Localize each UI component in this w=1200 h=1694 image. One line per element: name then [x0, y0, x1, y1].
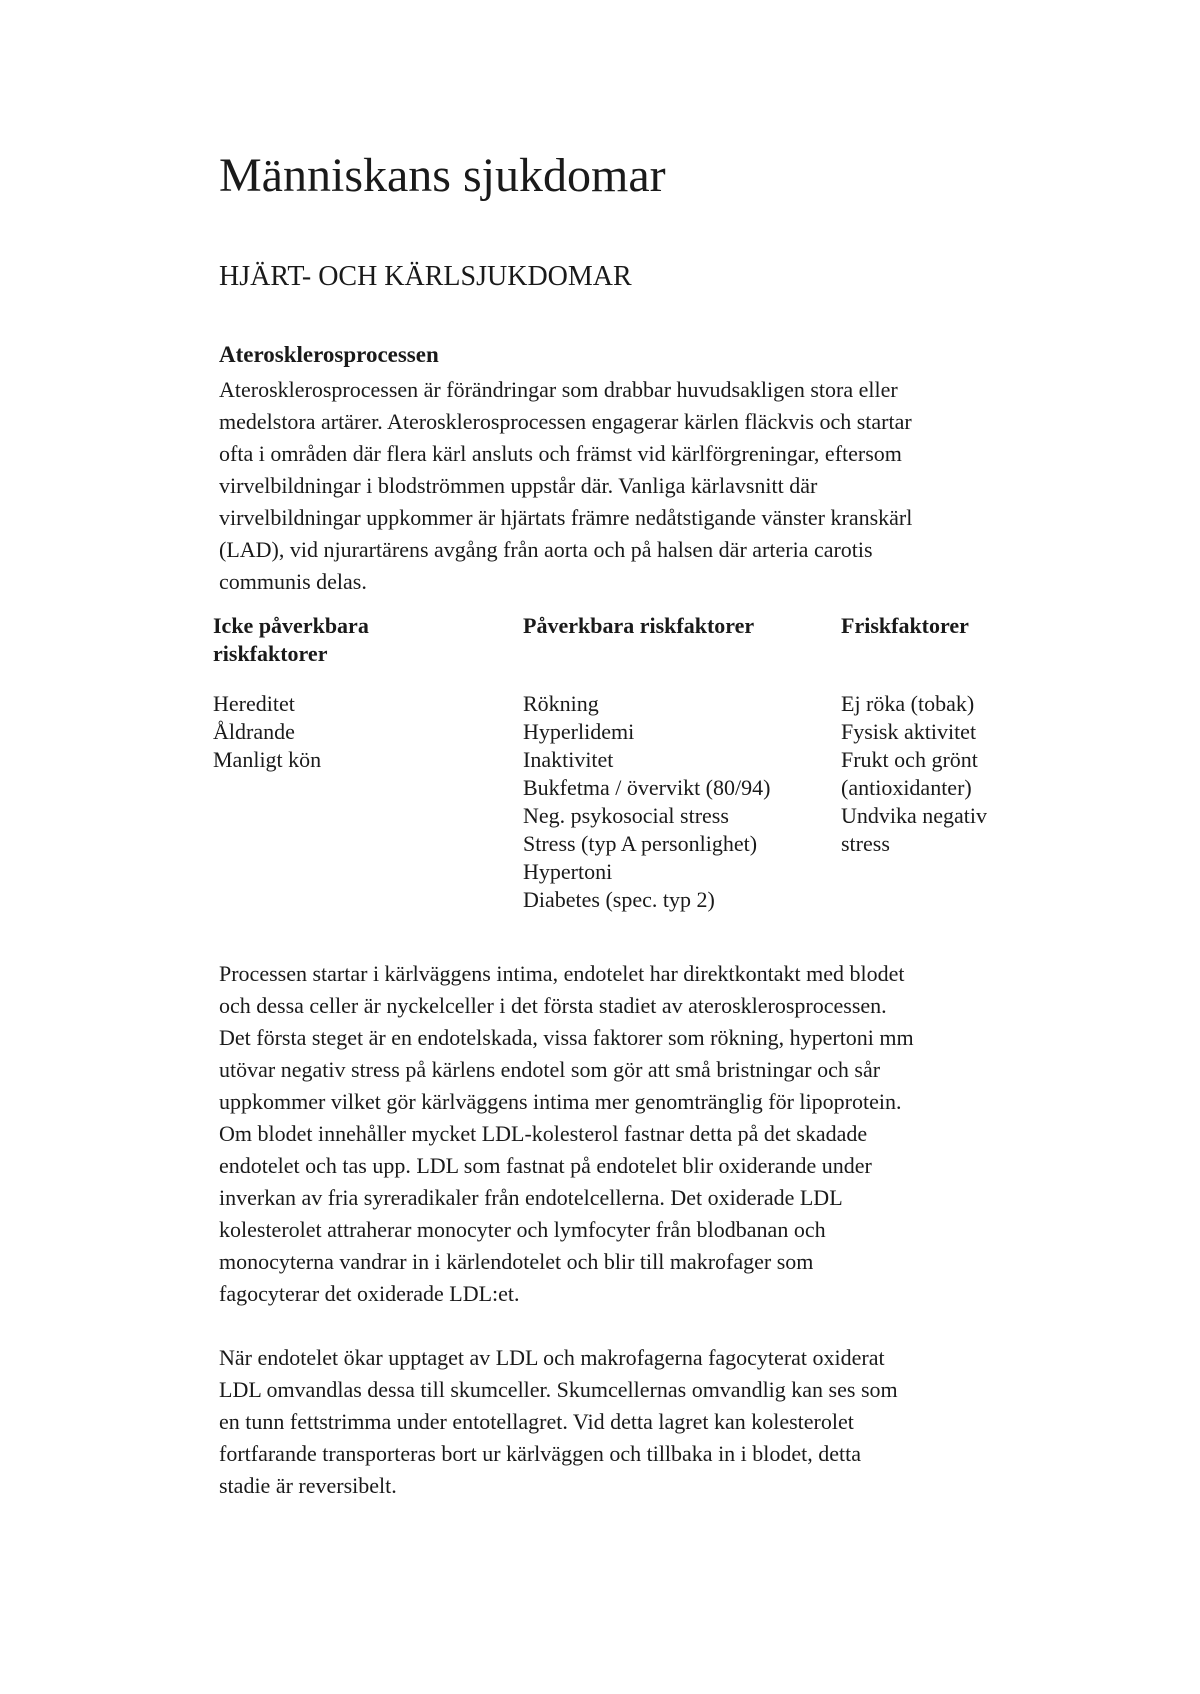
list-item: Hereditet [213, 691, 295, 716]
paragraph-line: LDL omvandlas dessa till skumceller. Skumcellernas omvandlig kan ses som [219, 1377, 898, 1402]
list-item: Fysisk aktivitet [841, 719, 977, 744]
paragraph-process-start [219, 958, 1019, 1310]
paragraph-line: ofta i områden där flera kärl ansluts och främst vid kärlförgreningar, eftersom [219, 441, 902, 466]
paragraph-line: monocyterna vandrar in i kärlendotelet och blir till makrofager som [219, 1249, 814, 1274]
heading-line: Friskfaktorer [841, 613, 969, 638]
heading-line: riskfaktorer [213, 641, 328, 666]
heading-line: Påverkbara riskfaktorer [523, 613, 755, 638]
risk-column-heading [841, 612, 1041, 668]
paragraph-atherosclerosis-intro [219, 374, 1019, 598]
list-item: Undvika negativ [841, 803, 988, 828]
paragraph-line: Om blodet innehåller mycket LDL-kolesterol fastnar detta på det skadade [219, 1121, 868, 1146]
list-item: Hyperlidemi [523, 719, 635, 744]
paragraph-line: utövar negativ stress på kärlens endotel som gör att små bristningar och sår [219, 1057, 881, 1082]
list-item: Manligt kön [213, 747, 322, 772]
paragraph-line: När endotelet ökar upptaget av LDL och makrofagerna fagocyterat oxiderat [219, 1345, 885, 1370]
paragraph-line: en tunn fettstrimma under entotellagret. Vid detta lagret kan kolesterolet [219, 1409, 854, 1434]
list-item: Neg. psykosocial stress [523, 803, 729, 828]
paragraph-line: och dessa celler är nyckelceller i det första stadiet av aterosklerosprocessen. [219, 993, 887, 1018]
paragraph-foam-cells [219, 1342, 1019, 1502]
risk-column-list [213, 690, 493, 774]
paragraph-line: stadie är reversibelt. [219, 1473, 397, 1498]
list-item: (antioxidanter) [841, 775, 972, 800]
risk-column-heading [523, 612, 823, 668]
list-item: Diabetes (spec. typ 2) [523, 887, 715, 912]
paragraph-line: inverkan av fria syreradikaler från endotelcellerna. Det oxiderade LDL [219, 1185, 843, 1210]
paragraph-line: fagocyterar det oxiderade LDL:et. [219, 1281, 520, 1306]
list-item: Rökning [523, 691, 599, 716]
paragraph-line: virvelbildningar uppkommer är hjärtats främre nedåtstigande vänster kranskärl [219, 505, 913, 530]
list-item: Ej röka (tobak) [841, 691, 975, 716]
paragraph-line: kolesterolet attraherar monocyter och lymfocyter från blodbanan och [219, 1217, 826, 1242]
risk-column-modifiable [523, 612, 823, 914]
list-item: Inaktivitet [523, 747, 614, 772]
paragraph-line: Aterosklerosprocessen är förändringar som drabbar huvudsakligen stora eller [219, 377, 898, 402]
risk-column-list [523, 690, 823, 914]
list-item: Bukfetma / övervikt (80/94) [523, 775, 771, 800]
list-item: Stress (typ A personlighet) [523, 831, 758, 856]
paragraph-line: medelstora artärer. Aterosklerosprocessen engagerar kärlen fläckvis och startar [219, 409, 912, 434]
section-heading: HJÄRT- OCH KÄRLSJUKDOMAR [219, 261, 632, 292]
paragraph-line: communis delas. [219, 569, 367, 594]
paragraph-line: virvelbildningar i blodströmmen uppstår där. Vanliga kärlavsnitt där [219, 473, 818, 498]
paragraph-line: Processen startar i kärlväggens intima, endotelet har direktkontakt med blodet [219, 961, 905, 986]
risk-column-heading [213, 612, 493, 668]
list-item: stress [841, 831, 890, 856]
paragraph-line: (LAD), vid njurartärens avgång från aorta och på halsen där arteria carotis [219, 537, 873, 562]
heading-line: Icke påverkbara [213, 613, 369, 638]
paragraph-line: endotelet och tas upp. LDL som fastnat på endotelet blir oxiderande under [219, 1153, 872, 1178]
list-item: Frukt och grönt [841, 747, 978, 772]
risk-column-list [841, 690, 1041, 858]
risk-column-non-modifiable [213, 612, 493, 774]
paragraph-line: fortfarande transporteras bort ur kärlväggen och tillbaka in i blodet, detta [219, 1441, 862, 1466]
subsection-heading: Aterosklerosprocessen [219, 342, 439, 367]
protective-factors-column [841, 612, 1041, 858]
paragraph-line: uppkommer vilket gör kärlväggens intima mer genomtränglig för lipoprotein. [219, 1089, 902, 1114]
list-item: Åldrande [213, 719, 295, 744]
list-item: Hypertoni [523, 859, 613, 884]
paragraph-line: Det första steget är en endotelskada, vissa faktorer som rökning, hypertoni mm [219, 1025, 914, 1050]
page-title: Människans sjukdomar [219, 149, 666, 202]
